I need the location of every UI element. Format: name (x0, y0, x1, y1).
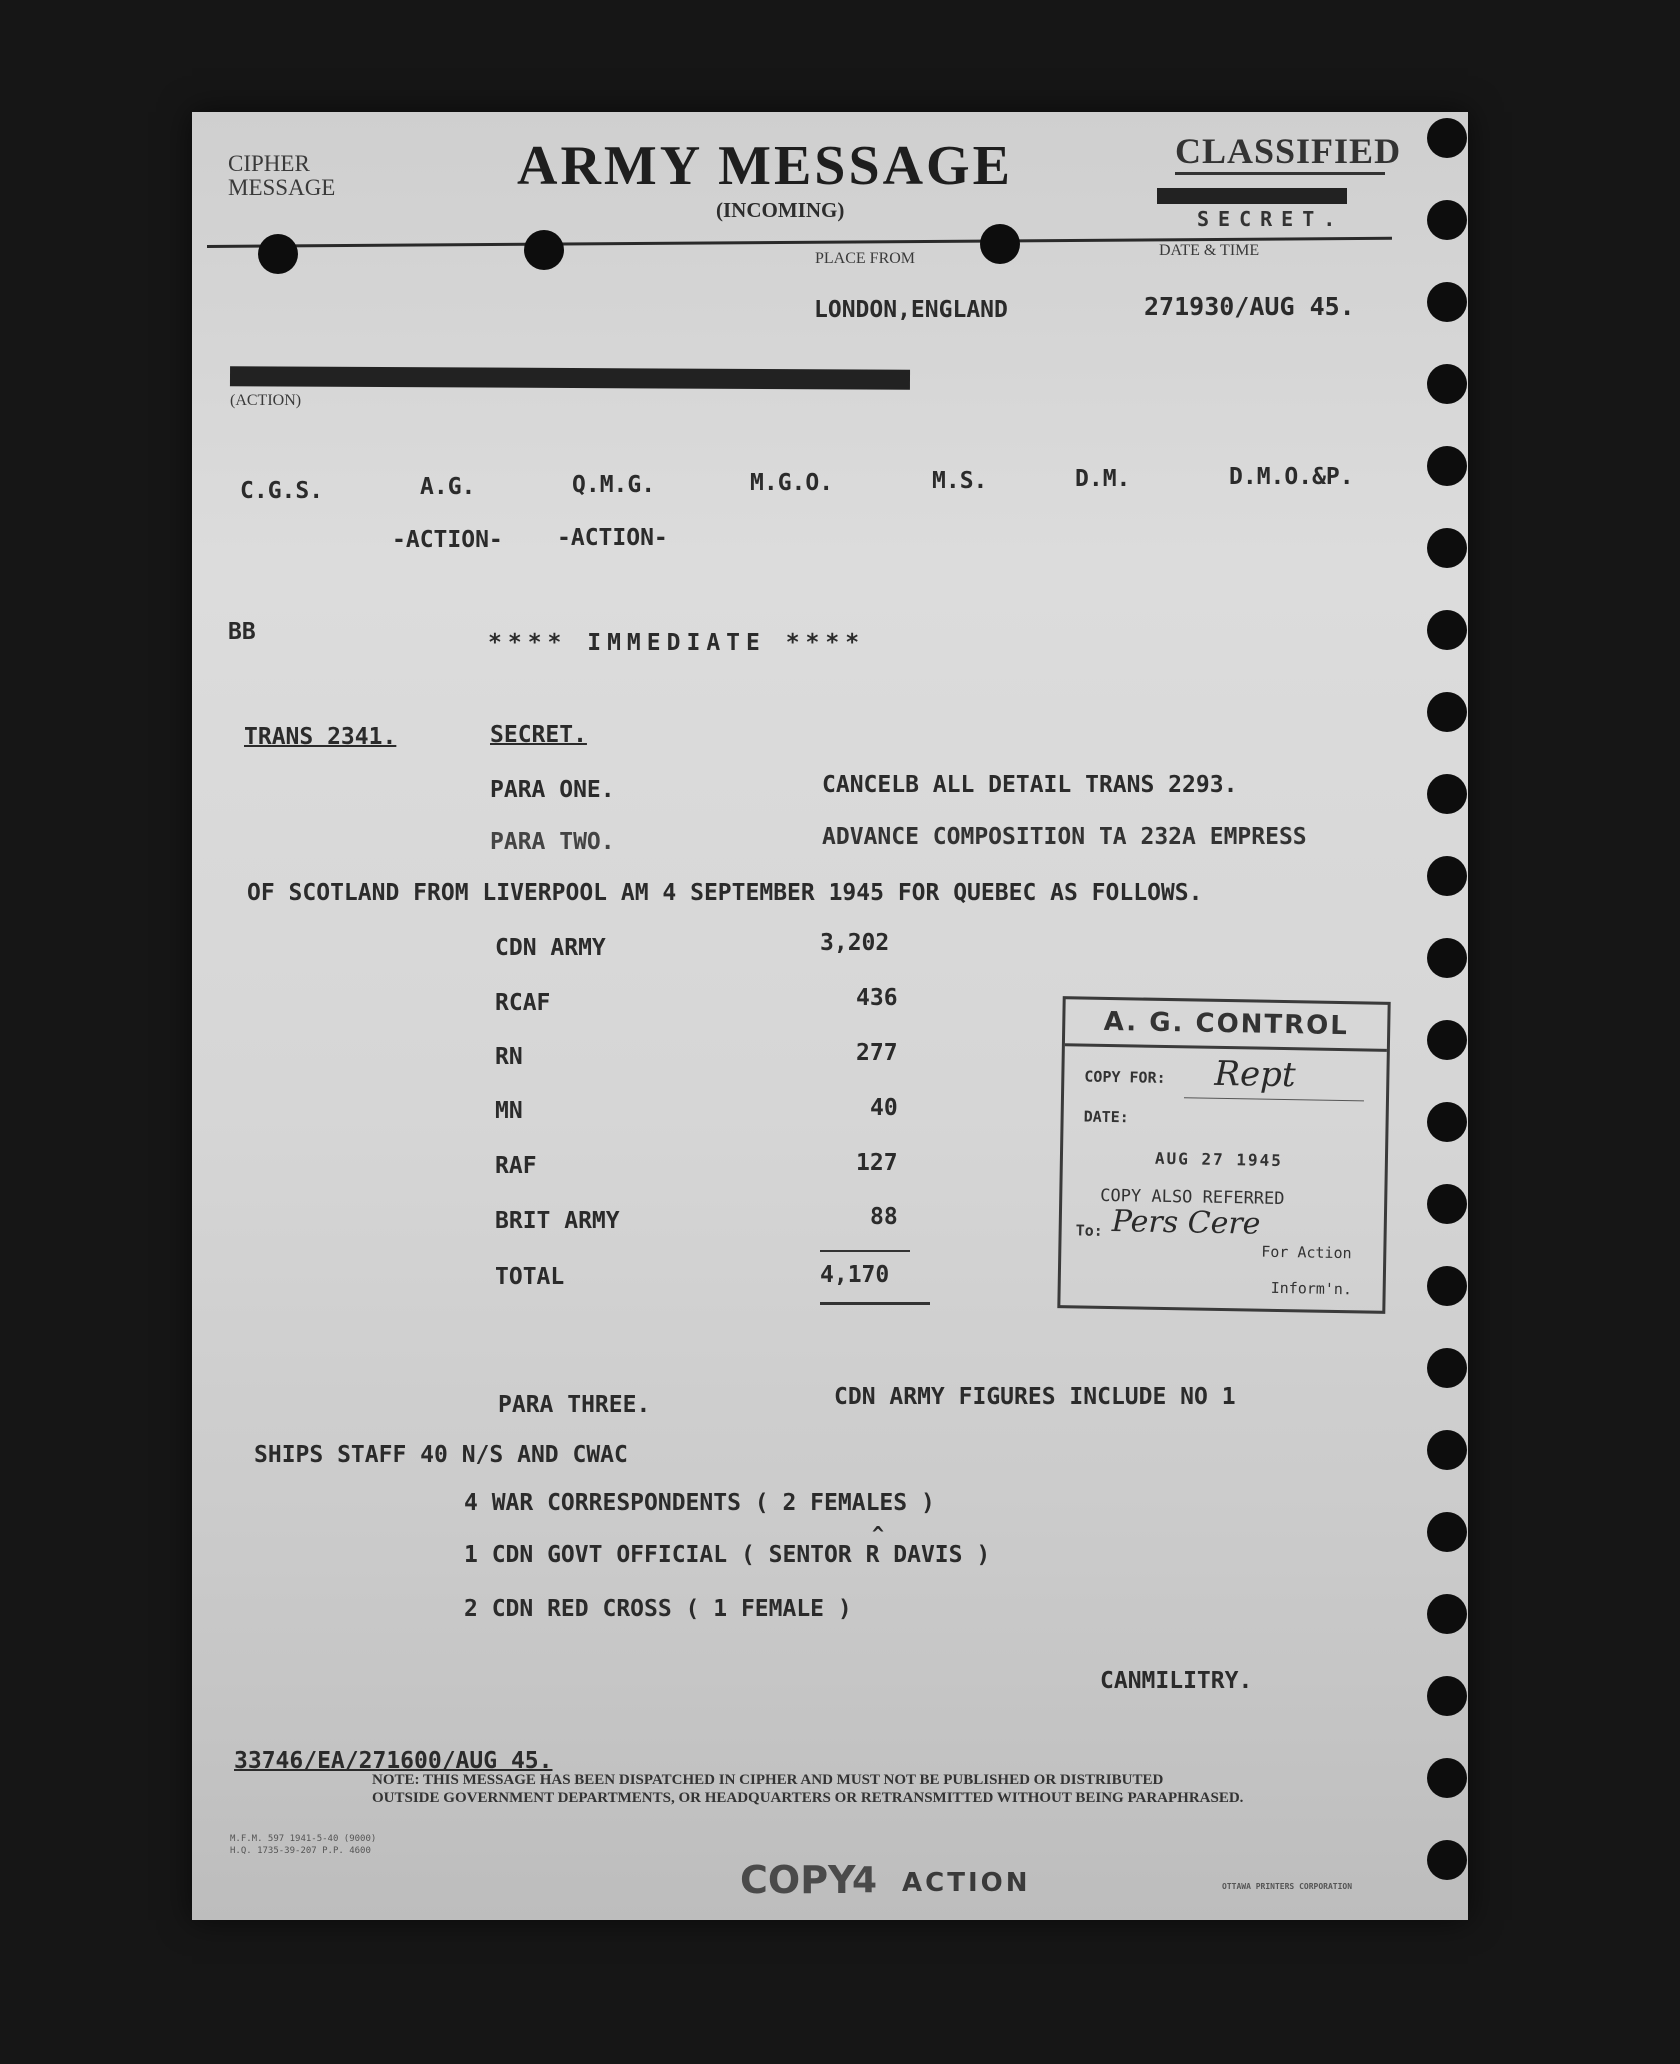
punch-hole (1427, 200, 1467, 240)
table-row-label: RAF (495, 1153, 537, 1179)
copy-for-label: COPY FOR: (1084, 1067, 1166, 1087)
copy-for-line (1184, 1097, 1364, 1101)
copy-number: 4 (852, 1860, 878, 1901)
para-two-label: PARA TWO. (490, 829, 615, 855)
punch-hole (1427, 446, 1467, 486)
table-row-value: 40 (870, 1095, 898, 1121)
table-row-value: 3,202 (820, 930, 890, 956)
total-underline (820, 1302, 930, 1305)
ag-control-stamp (1057, 996, 1390, 1314)
para-one-label: PARA ONE. (490, 777, 615, 803)
table-row-value: 88 (870, 1204, 898, 1230)
message-secret: SECRET. (490, 722, 587, 748)
copy-also-referred: COPY ALSO REFERRED (1100, 1185, 1285, 1210)
table-row-value: 4,170 (820, 1262, 890, 1288)
punch-hole (1427, 1676, 1467, 1716)
to-value: Pers Cere (1111, 1204, 1261, 1242)
date-time-value: 271930/AUG 45. (1144, 292, 1355, 321)
ag-action: -ACTION- (392, 527, 503, 553)
punch-hole (1427, 282, 1467, 322)
punch-hole (1427, 1840, 1467, 1880)
addressee-qmg: Q.M.G. (572, 472, 656, 498)
addressee-dm: D.M. (1075, 466, 1131, 492)
form-number-line2: H.Q. 1735-39-207 P.P. 4600 (230, 1846, 371, 1856)
list-item: 2 CDN RED CROSS ( 1 FEMALE ) (464, 1596, 852, 1622)
para-three-text: CDN ARMY FIGURES INCLUDE NO 1 (834, 1384, 1236, 1410)
date-label: DATE: (1083, 1107, 1129, 1127)
punch-hole (1427, 1102, 1467, 1142)
classified-underline (1175, 172, 1385, 175)
table-row-label: RN (495, 1044, 523, 1070)
message-form (192, 112, 1468, 1920)
list-item: 1 CDN GOVT OFFICIAL ( SENTOR R DAVIS ) (464, 1542, 991, 1568)
secret-header: SECRET. (1197, 207, 1345, 231)
punch-hole (1427, 1430, 1467, 1470)
table-row-label: TOTAL (495, 1264, 565, 1290)
punch-hole (1427, 1020, 1467, 1060)
punch-hole (1427, 1758, 1467, 1798)
copy-label: COPY (740, 1858, 856, 1902)
copy-type: ACTION (902, 1868, 1031, 1898)
reference-number: 33746/EA/271600/AUG 45. (234, 1748, 553, 1774)
incoming-label: (INCOMING) (716, 198, 845, 222)
cipher-message-label: CIPHER MESSAGE (228, 151, 336, 200)
table-row-label: RCAF (495, 990, 551, 1016)
punch-hole (258, 234, 298, 274)
punch-hole (1427, 1512, 1467, 1552)
redaction-bar (1157, 188, 1347, 204)
classified-label: CLASSIFIED (1175, 131, 1402, 171)
cipher-note-line2: OUTSIDE GOVERNMENT DEPARTMENTS, OR HEADQUARTERS OR RETRANSMITTED WITHOUT BEING PARAPHRASED. (372, 1790, 1244, 1806)
total-rule (820, 1250, 910, 1252)
table-row-value: 436 (856, 985, 898, 1011)
inform: Inform'n. (1270, 1278, 1353, 1299)
punch-hole (1427, 118, 1467, 158)
addressee-dmop: D.M.O.&P. (1229, 464, 1354, 490)
to-label: To: (1075, 1221, 1103, 1240)
para-three-label: PARA THREE. (498, 1392, 651, 1418)
para-one-text: CANCELB ALL DETAIL TRANS 2293. (822, 772, 1238, 798)
addressee-mgo: M.G.O. (750, 470, 834, 496)
form-number-line1: M.F.M. 597 1941-5-40 (9000) (230, 1834, 377, 1844)
redaction-bar (230, 366, 910, 390)
punch-hole (524, 230, 564, 270)
trans-number: TRANS 2341. (244, 724, 397, 750)
copy-for-value: Rept (1214, 1053, 1296, 1096)
caret-mark: ^ (872, 1522, 885, 1546)
para-two-continued: OF SCOTLAND FROM LIVERPOOL AM 4 SEPTEMBER 1945 FOR QUEBEC AS FOLLOWS. (247, 880, 1203, 906)
addressee-cgs: C.G.S. (240, 478, 324, 504)
priority-code: BB (228, 619, 256, 645)
para-three-continued: SHIPS STAFF 40 N/S AND CWAC (254, 1442, 628, 1468)
action-label: (ACTION) (230, 392, 302, 409)
table-row-label: BRIT ARMY (495, 1208, 620, 1234)
place-from-label: PLACE FROM (815, 250, 916, 267)
priority-immediate: **** IMMEDIATE **** (488, 630, 866, 656)
list-item: 4 WAR CORRESPONDENTS ( 2 FEMALES ) (464, 1490, 935, 1516)
punch-hole (1427, 364, 1467, 404)
printer-name: OTTAWA PRINTERS CORPORATION (1222, 1882, 1353, 1891)
stamp-title: A. G. CONTROL (1065, 999, 1388, 1052)
place-from-value: LONDON,ENGLAND (814, 297, 1008, 323)
date-value: AUG 27 1945 (1154, 1148, 1284, 1171)
punch-hole (1427, 692, 1467, 732)
punch-hole (1427, 774, 1467, 814)
addressee-ms: M.S. (932, 468, 988, 494)
punch-hole (1427, 1184, 1467, 1224)
punch-hole (1427, 938, 1467, 978)
punch-hole (1427, 1594, 1467, 1634)
table-row-value: 127 (856, 1150, 898, 1176)
date-time-label: DATE & TIME (1159, 242, 1260, 259)
for-action: For Action (1261, 1242, 1352, 1263)
table-row-label: CDN ARMY (495, 935, 606, 961)
para-two-text: ADVANCE COMPOSITION TA 232A EMPRESS (822, 824, 1307, 850)
sender: CANMILITRY. (1100, 1668, 1253, 1694)
punch-hole (1427, 610, 1467, 650)
addressee-ag: A.G. (420, 474, 476, 500)
table-row-value: 277 (856, 1040, 898, 1066)
punch-hole (1427, 528, 1467, 568)
punch-hole (1427, 1266, 1467, 1306)
punch-hole (980, 224, 1020, 264)
punch-hole (1427, 856, 1467, 896)
table-row-label: MN (495, 1098, 523, 1124)
qmg-action: -ACTION- (557, 525, 668, 551)
cipher-note-line1: NOTE: THIS MESSAGE HAS BEEN DISPATCHED IN CIPHER AND MUST NOT BE PUBLISHED OR DISTRIBUTED (372, 1772, 1164, 1788)
punch-hole (1427, 1348, 1467, 1388)
form-title: ARMY MESSAGE (517, 135, 1013, 197)
